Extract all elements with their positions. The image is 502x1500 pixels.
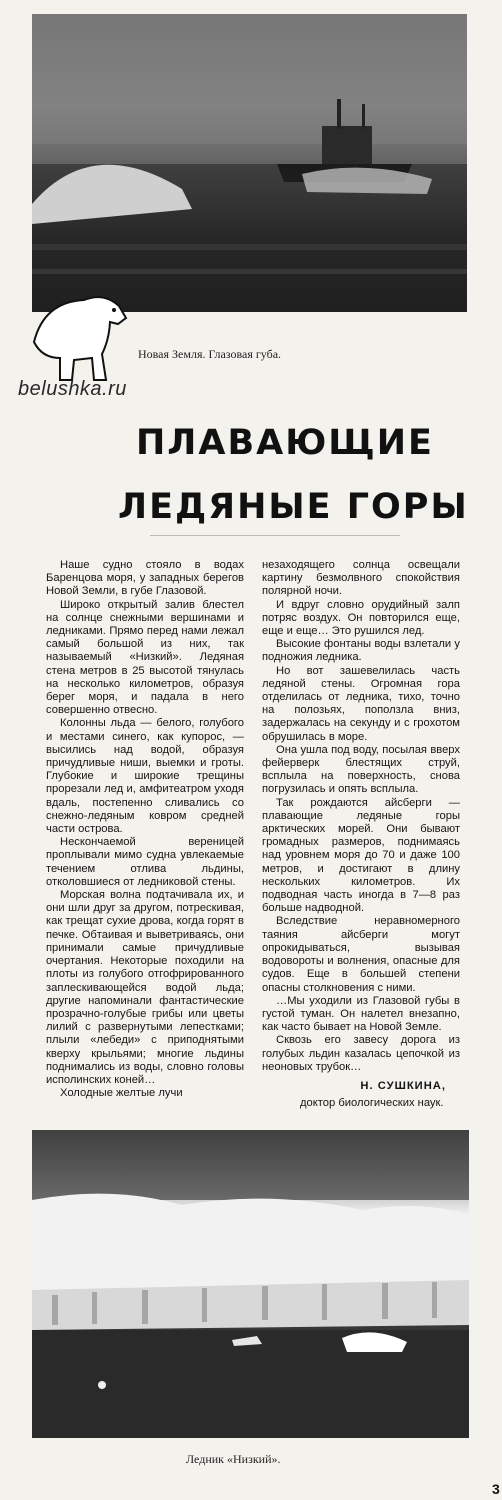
paragraph: Она ушла под воду, посылая вверх фейерверк блестящих струй, всплыла на поверхность, снова погрузилась и опять всплыла. [262, 743, 460, 796]
paragraph: Наше судно стояло в водах Баренцова моря, у западных берегов Новой Земли, в губе Глазовой. [46, 559, 244, 598]
paragraph: Сквозь его завесу дорога из голубых льдин казалась цепочкой из неоновых трубок… [262, 1034, 460, 1073]
paragraph: Колонны льда — белого, голубого и местами синего, как купорос, — высились над водой, образуя причудливые ниши, выемки и гроты. Глубокие и широкие трещины прорезали лед и, амфитеатром уходя вдаль, постепенно сливались со снежно-ледяным ковром средней части острова. [46, 717, 244, 836]
author-name: Н. СУШКИНА, [360, 1079, 446, 1092]
paragraph: Вследствие неравномерного таяния айсберги могут опрокидываться, вызывая водовороты и волнения, опасные для судов. Еще в большей степени опасны столкновения с ними. [262, 915, 460, 994]
paragraph: И вдруг словно орудийный залп потряс воздух. Он повторился еще, еще и еще… Это рушился лед. [262, 598, 460, 638]
bottom-photo-caption: Ледник «Низкий». [186, 1452, 281, 1466]
paragraph: Широко открытый залив блестел на солнце снежными вершинами и ледниками. Прямо перед нами лежал самый большой из них, так называемый «Низкий». Ледяная стена метров в 25 высотой тянулась на несколько километров, образуя берег моря, и падала в него совершенно отвесно. [46, 598, 244, 717]
page-number: 3 [492, 1481, 500, 1497]
paragraph: незаходящего солнца освещали картину безмолвного спокойствия полярной ночи. [262, 559, 460, 598]
photo-glacier-scene [32, 1130, 469, 1438]
photo-glacier-nizkiy [32, 1130, 469, 1438]
top-photo-caption: Новая Земля. Глазовая губа. [138, 347, 282, 361]
paragraph: …Мы уходили из Глазовой губы в густой туман. Он налетел внезапно, как часто бывает на Новой Земле. [262, 994, 460, 1034]
ship-superstructure [322, 126, 372, 164]
author-credentials: доктор биологических наук. [300, 1097, 444, 1110]
paragraph: Нескончаемой вереницей проплывали мимо судна увлекаемые течением отлива льдины, отколовшиеся от ледниковой стены. [46, 836, 244, 888]
article-title-line1: ПЛАВАЮЩИЕ [136, 423, 434, 463]
title-divider [150, 535, 400, 536]
article-right-column [262, 559, 460, 1110]
paragraph: Так рождаются айсберги — плавающие ледяные горы арктических морей. Они бывают громадных размеров, поднимаясь над уровнем моря до 70 и даже 100 метров, и достигают в длину нескольких километров. Их подводная часть иногда в 7—8 раз больше надводной. [262, 796, 460, 915]
paragraph: Холодные желтые лучи [60, 1087, 183, 1100]
article-title-line2: ЛЕДЯНЫЕ ГОРЫ [118, 487, 469, 527]
watermark-text: belushka.ru [18, 378, 127, 400]
paragraph: Но вот зашевелилась часть ледяной стены. Огромная гора отделилась от ледника, тихо, точно на полозьях, поползла вниз, задержалась на секунду и с грохотом обрушилась в море. [262, 664, 460, 743]
article-left-column [46, 559, 244, 1100]
paragraph: Морская волна подтачивала их, и они шли друг за другом, потрескивая, как трещат сухие дрова, когда горят в печке. Обтаивая и выветриваясь, они принимали самые причудливые очертания. Некоторые походили на плоты из голубого отгофрированного заплескивающейся водой льда; другие напоминали фантастические прозрачно-голубые грибы или цветы лилий с развернутыми лепестками; плыли «лебеди» с приподнятыми кверху крыльями; многие льдины поднимались из воды, словно головы исполинских коней… [46, 889, 244, 1086]
paragraph: Высокие фонтаны воды взлетали у подножия ледника. [262, 638, 460, 664]
